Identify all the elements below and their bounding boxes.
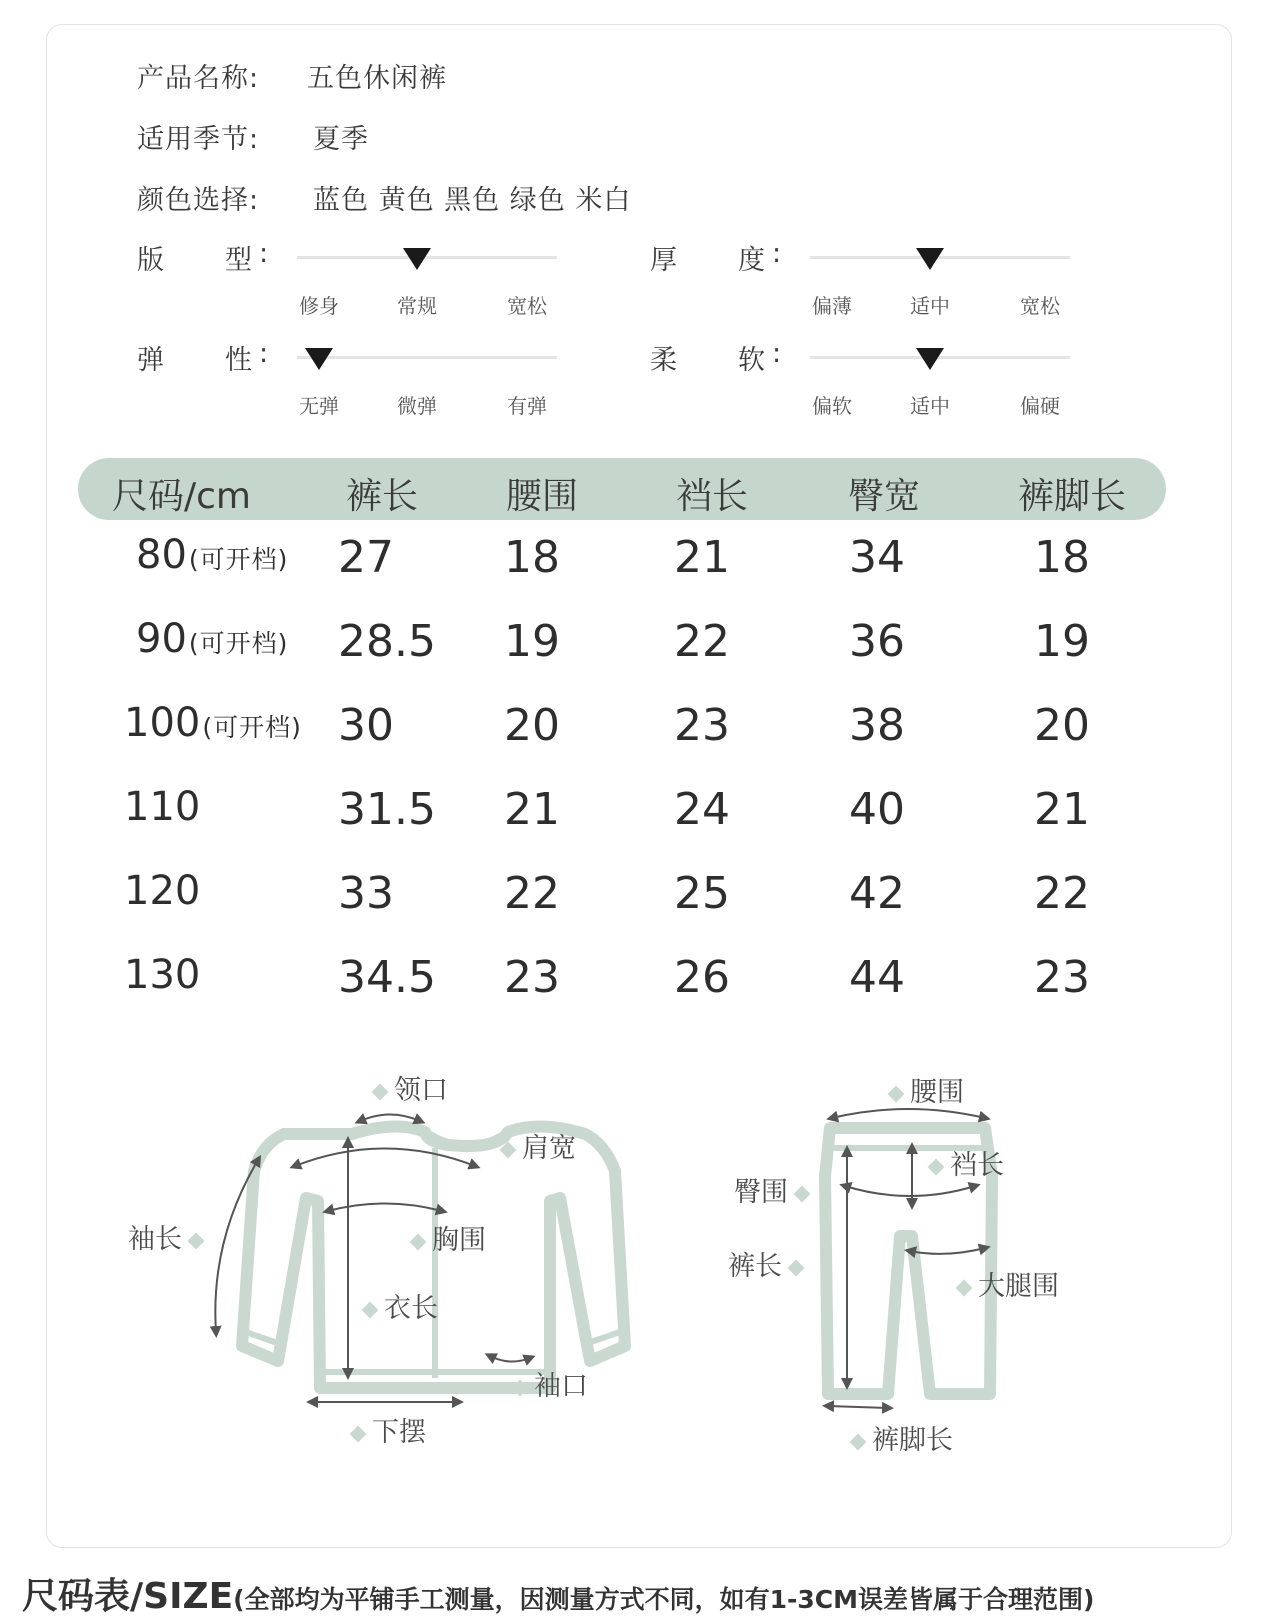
label-pants-length (728, 1244, 810, 1283)
rating-elasticity-colon: : (259, 338, 269, 369)
size-value: 90 (136, 616, 187, 662)
table-row (0, 700, 1280, 784)
size-note: (可开档) (188, 629, 289, 658)
size-value: 100 (124, 700, 201, 746)
header-waist: 腰围 (506, 476, 579, 517)
rating-thickness-option: 适中 (910, 294, 950, 318)
leg-opening-cell: 21 (1034, 784, 1090, 835)
rating-softness-option: 偏软 (812, 394, 852, 418)
product-name-label: 产品名称: (137, 63, 260, 94)
product-name-row (137, 56, 447, 95)
label-collar-text: 领口 (394, 1075, 448, 1106)
header-pants-length: 裤长 (346, 476, 419, 517)
diamond-bullet-icon (956, 1279, 973, 1296)
waist-cell: 20 (504, 700, 560, 751)
label-body-length (356, 1286, 438, 1325)
hip-cell: 36 (849, 616, 905, 667)
rise-cell: 22 (674, 616, 730, 667)
leg-opening-cell: 20 (1034, 700, 1090, 751)
table-row (0, 784, 1280, 868)
footer-title: 尺码表/SIZE (22, 1576, 234, 1617)
label-shoulder-text: 肩宽 (522, 1133, 576, 1164)
rating-thickness-track (810, 256, 1070, 318)
product-name-value: 五色休闲裤 (307, 63, 447, 94)
label-thigh (950, 1264, 1059, 1303)
header-hip: 臀宽 (848, 476, 921, 517)
diamond-bullet-icon (788, 1259, 805, 1276)
rating-thickness-option: 偏薄 (812, 294, 852, 318)
diamond-bullet-icon (850, 1433, 867, 1450)
rating-fit (137, 238, 657, 318)
header-leg-opening: 裤脚长 (1018, 476, 1127, 517)
header-size: 尺码/cm (112, 476, 251, 517)
size-note: (可开档) (202, 713, 302, 742)
label-rise-text: 裆长 (950, 1150, 1004, 1181)
waist-cell: 21 (504, 784, 560, 835)
label-hem-text: 下摆 (372, 1417, 426, 1448)
hip-cell: 42 (849, 868, 905, 919)
rating-fit-char1: 版 (137, 245, 164, 276)
label-body-length-text: 衣长 (384, 1293, 438, 1324)
size-table-header (78, 458, 1166, 520)
diamond-bullet-icon (500, 1141, 517, 1158)
table-row (0, 616, 1280, 700)
size-cell (124, 868, 202, 914)
waist-cell: 18 (504, 532, 560, 583)
rise-cell: 23 (674, 700, 730, 751)
rating-softness-char2: 软 (738, 345, 765, 376)
diamond-bullet-icon (362, 1301, 379, 1318)
pants-length-cell: 33 (338, 868, 394, 919)
size-value: 130 (124, 952, 201, 998)
label-leg-opening-text: 裤脚长 (872, 1425, 953, 1456)
diamond-bullet-icon (410, 1233, 427, 1250)
waist-cell: 22 (504, 868, 560, 919)
size-value: 110 (124, 784, 201, 830)
hip-cell: 34 (849, 532, 905, 583)
pants-length-cell: 27 (338, 532, 394, 583)
rating-elasticity-option: 无弹 (299, 394, 339, 418)
season-value: 夏季 (313, 124, 369, 155)
size-cell (124, 952, 202, 998)
rating-fit-track (297, 256, 557, 318)
rating-fit-char2: 型 (225, 245, 252, 276)
table-row (0, 532, 1280, 616)
label-waist (882, 1070, 964, 1109)
pants-length-cell: 34.5 (338, 952, 436, 1003)
rating-thickness-option: 宽松 (1020, 294, 1060, 318)
season-row (137, 117, 369, 156)
label-cuff-text: 袖口 (534, 1371, 588, 1402)
rating-softness-colon: : (772, 338, 782, 369)
rating-thickness (650, 238, 1170, 318)
table-row (0, 952, 1280, 1036)
table-row (0, 868, 1280, 952)
size-cell (124, 700, 302, 746)
pants-length-cell: 31.5 (338, 784, 436, 835)
label-chest-text: 胸围 (432, 1225, 486, 1256)
hip-cell: 44 (849, 952, 905, 1003)
label-leg-opening (844, 1418, 953, 1457)
rating-fit-option: 修身 (299, 294, 339, 318)
rise-cell: 24 (674, 784, 730, 835)
size-value: 120 (124, 868, 201, 914)
label-sleeve-length-text: 袖长 (128, 1224, 182, 1255)
footer-caption (22, 1568, 1094, 1619)
rating-softness-track (810, 356, 1070, 418)
size-cell (136, 616, 288, 662)
rating-elasticity-char2: 性 (225, 345, 252, 376)
leg-opening-cell: 18 (1034, 532, 1090, 583)
measurement-diagram (80, 1036, 1130, 1476)
diamond-bullet-icon (794, 1185, 811, 1202)
rating-elasticity-option: 有弹 (507, 394, 547, 418)
label-hip (734, 1170, 816, 1209)
rise-cell: 21 (674, 532, 730, 583)
color-label: 颜色选择: (137, 185, 260, 216)
rating-softness-option: 偏硬 (1020, 394, 1060, 418)
waist-cell: 23 (504, 952, 560, 1003)
color-value: 蓝色 黄色 黑色 绿色 米白 (313, 185, 632, 216)
pants-length-cell: 30 (338, 700, 394, 751)
label-waist-text: 腰围 (910, 1077, 964, 1108)
diamond-bullet-icon (928, 1158, 945, 1175)
label-rise (922, 1143, 1004, 1182)
rating-fit-option: 宽松 (507, 294, 547, 318)
diamond-bullet-icon (188, 1232, 205, 1249)
leg-opening-cell: 22 (1034, 868, 1090, 919)
diamond-bullet-icon (512, 1379, 529, 1396)
label-thigh-text: 大腿围 (978, 1271, 1059, 1302)
hip-cell: 38 (849, 700, 905, 751)
footer-note: (全部均为平铺手工测量，因测量方式不同，如有1-3CM误差皆属于合理范围) (233, 1585, 1095, 1614)
rise-cell: 25 (674, 868, 730, 919)
label-sleeve-length (128, 1217, 210, 1256)
rating-elasticity-marker (305, 348, 333, 370)
leg-opening-cell: 23 (1034, 952, 1090, 1003)
header-rise: 裆长 (676, 476, 749, 517)
rating-thickness-colon: : (772, 238, 782, 269)
label-shoulder (494, 1126, 576, 1165)
label-hip-text: 臀围 (734, 1177, 788, 1208)
rating-elasticity-track (297, 356, 557, 418)
size-cell (136, 532, 288, 578)
color-row (137, 178, 631, 217)
hip-cell: 40 (849, 784, 905, 835)
rating-elasticity-option: 微弹 (397, 394, 437, 418)
rating-softness-option: 适中 (910, 394, 950, 418)
diamond-bullet-icon (372, 1083, 389, 1100)
size-note: (可开档) (188, 545, 289, 574)
season-label: 适用季节: (137, 124, 260, 155)
label-chest (404, 1218, 486, 1257)
leg-opening-cell: 19 (1034, 616, 1090, 667)
label-hem (344, 1410, 426, 1449)
rating-elasticity-char1: 弹 (137, 345, 164, 376)
diamond-bullet-icon (350, 1425, 367, 1442)
rating-thickness-marker (916, 248, 944, 270)
pants-length-cell: 28.5 (338, 616, 436, 667)
rating-fit-colon: : (259, 238, 269, 269)
rating-elasticity (137, 338, 657, 418)
rating-thickness-char1: 厚 (650, 245, 677, 276)
rating-fit-marker (403, 248, 431, 270)
jacket-illustration (242, 1126, 625, 1388)
size-value: 80 (136, 532, 187, 578)
label-pants-length-text: 裤长 (728, 1251, 782, 1282)
rating-softness-char1: 柔 (650, 345, 677, 376)
diamond-bullet-icon (888, 1085, 905, 1102)
rise-cell: 26 (674, 952, 730, 1003)
waist-cell: 19 (504, 616, 560, 667)
rating-softness (650, 338, 1170, 418)
rating-softness-marker (916, 348, 944, 370)
label-cuff (506, 1364, 588, 1403)
label-collar (366, 1068, 448, 1107)
size-cell (124, 784, 202, 830)
rating-thickness-char2: 度 (738, 245, 765, 276)
rating-fit-option: 常规 (397, 294, 437, 318)
